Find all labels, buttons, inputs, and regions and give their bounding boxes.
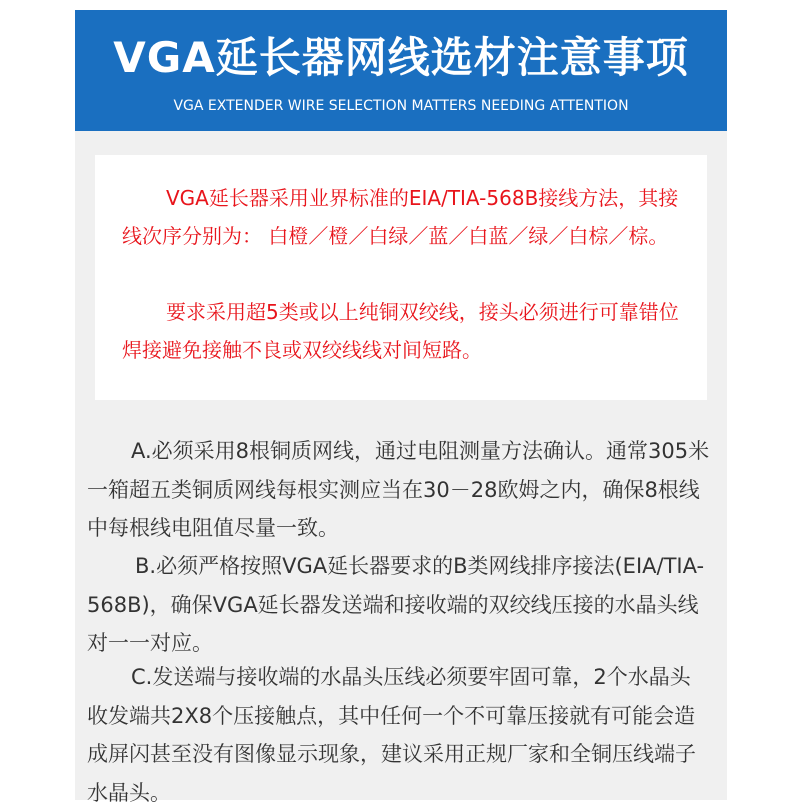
notice-box xyxy=(95,155,707,400)
paragraph-b: B.必须严格按照VGA延长器要求的B类网线排序接法(EIA/TIA-568B)，确保VGA延长器发送端和接收端的双绞线压接的水晶头线对一一对应。 xyxy=(87,554,705,655)
paragraph-a: A.必须采用8根铜质网线，通过电阻测量方法确认。通常305米一箱超五类铜质网线每根实测应当在30－28欧姆之内，确保8根线中每根线电阻值尽量一致。 xyxy=(87,439,710,540)
header-banner xyxy=(75,10,727,131)
page-title: VGA延长器网线选材注意事项 xyxy=(113,33,689,82)
notice-paragraph-cable-requirement: 要求采用超5类或以上纯铜双绞线，接头必须进行可靠错位焊接避免接触不良或双绞线线对间短路。 xyxy=(122,300,679,362)
page-subtitle: VGA EXTENDER WIRE SELECTION MATTERS NEEDING ATTENTION xyxy=(173,98,629,114)
notice-paragraph-wiring-standard: VGA延长器采用业界标准的EIA/TIA-568B接线方法，其接线次序分别为： 白橙／橙／白绿／蓝／白蓝／绿／白棕／棕。 xyxy=(122,186,679,248)
paragraph-c: C.发送端与接收端的水晶头压线必须要牢固可靠，2个水晶头收发端共2X8个压接触点，其中任何一个不可靠压接就有可能会造成屏闪甚至没有图像显示现象，建议采用正规厂家和全铜压线端子水晶头。 xyxy=(87,665,696,805)
